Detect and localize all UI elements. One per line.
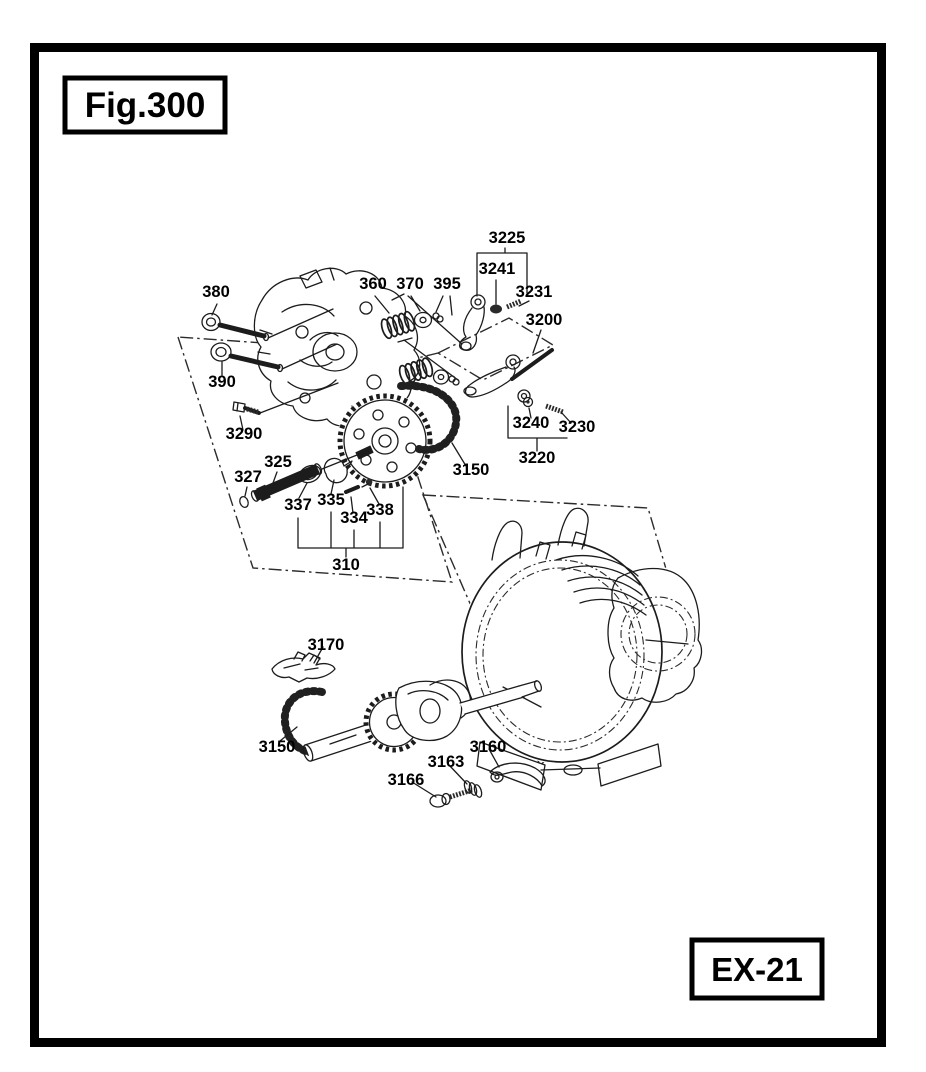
rocker-arm-upper-drawing	[460, 295, 485, 350]
part-label-3220: 3220	[518, 449, 556, 467]
part-label-380: 380	[202, 283, 230, 301]
page-code-label: EX-21	[711, 951, 803, 988]
part-label-3166: 3166	[387, 771, 425, 789]
pin-334-drawing	[346, 487, 358, 492]
part-label-3225: 3225	[488, 229, 526, 247]
chain-guide-3170-drawing	[272, 652, 335, 682]
part-label-390: 390	[208, 373, 236, 391]
bolt-3166-drawing	[430, 790, 472, 807]
part-label-327: 327	[234, 468, 262, 486]
part-label-325: 325	[264, 453, 292, 471]
part-label-3170: 3170	[307, 636, 345, 654]
part-label-337: 337	[284, 496, 312, 514]
part-label-395: 395	[433, 275, 461, 293]
part-label-370: 370	[396, 275, 424, 293]
part-label-3231: 3231	[515, 283, 553, 301]
page-code-box	[692, 940, 822, 998]
clip-327-drawing	[238, 495, 249, 508]
stud-3230-drawing	[546, 406, 563, 412]
pivot-nut-3241-drawing	[490, 305, 502, 314]
push-rod-3200-drawing	[512, 350, 552, 379]
part-label-338: 338	[366, 501, 394, 519]
part-label-310: 310	[332, 556, 360, 574]
part-label-3150-lower: 3150	[258, 738, 296, 756]
part-label-3241: 3241	[478, 260, 516, 278]
page-border	[35, 48, 882, 1043]
part-label-360: 360	[359, 275, 387, 293]
figure-number-label: Fig.300	[84, 86, 206, 125]
part-label-3163: 3163	[427, 753, 465, 771]
bolt-3290-drawing	[233, 402, 259, 413]
part-label-3290: 3290	[225, 425, 263, 443]
part-label-3150-upper: 3150	[452, 461, 490, 479]
part-label-335: 335	[317, 491, 345, 509]
part-label-3230: 3230	[558, 418, 596, 436]
part-label-3240: 3240	[512, 414, 550, 432]
part-label-3160: 3160	[469, 738, 507, 756]
part-label-334: 334	[340, 509, 368, 527]
rocker-arm-lower-drawing	[464, 355, 530, 402]
figure-number-box	[65, 78, 225, 132]
part-label-3200: 3200	[525, 311, 563, 329]
